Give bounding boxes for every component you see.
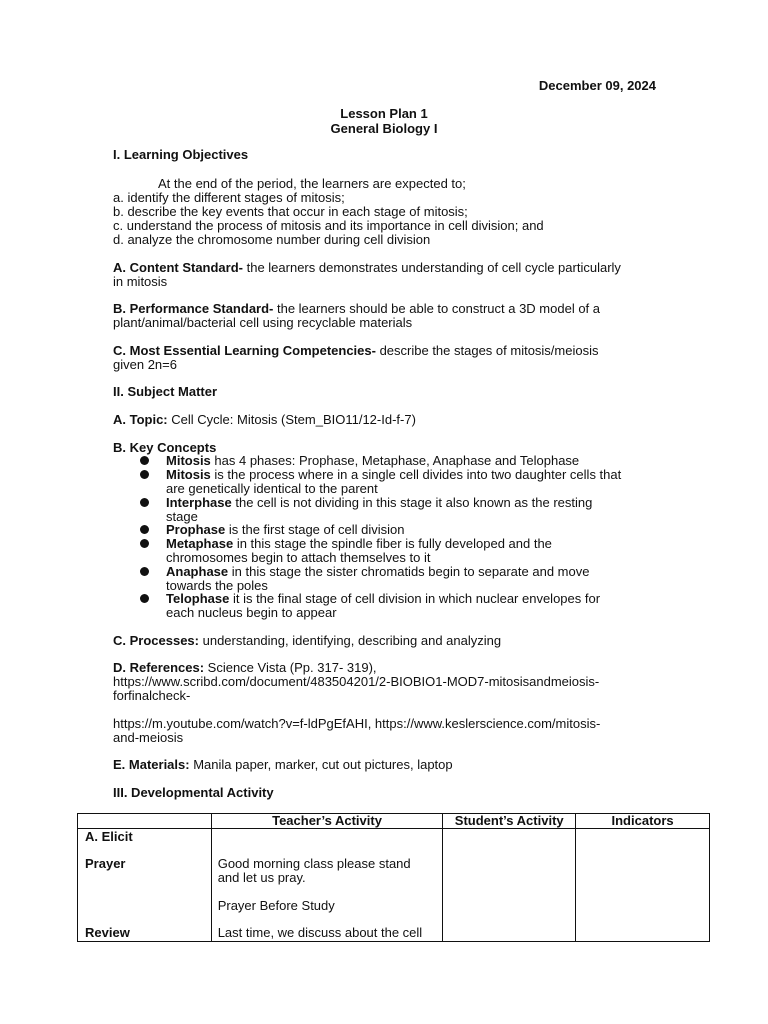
bullet-icon <box>140 456 149 465</box>
concept-item: Interphase the cell is not dividing in this stage it also known as the resting <box>166 495 593 510</box>
bullet-icon <box>140 567 149 576</box>
table-cell-student <box>443 829 576 942</box>
content-standard-text-cont: in mitosis <box>113 274 168 289</box>
bullet-icon <box>140 525 149 534</box>
lesson-title: Lesson Plan 1 <box>340 106 428 121</box>
materials-text: Manila paper, marker, cut out pictures, laptop <box>189 757 453 772</box>
concept-item-cont: stage <box>166 509 198 524</box>
document-date: December 09, 2024 <box>538 78 656 93</box>
review-label: Review <box>85 925 130 940</box>
bullet-icon <box>140 539 149 548</box>
references <box>113 661 377 675</box>
elicit-label: A. Elicit <box>85 829 133 844</box>
references-label: D. References: <box>113 660 205 675</box>
performance-standard-text: the learners should be able to construct a 3D model of a <box>273 301 601 316</box>
activity-table <box>77 813 710 942</box>
bullet-icon <box>140 594 149 603</box>
prayer-label: Prayer <box>85 856 126 871</box>
concept-item: Anaphase in this stage the sister chromatids begin to separate and move <box>166 564 590 579</box>
key-concepts-heading: B. Key Concepts <box>113 440 217 455</box>
performance-standard <box>113 302 600 316</box>
objective-item: b. describe the key events that occur in each stage of mitosis; <box>113 204 468 219</box>
concept-item-cont: are genetically identical to the parent <box>166 481 378 496</box>
competencies-label: C. Most Essential Learning Competencies- <box>113 343 376 358</box>
concept-item: Telophase it is the final stage of cell division in which nuclear envelopes for <box>166 591 601 606</box>
subject-matter-heading: II. Subject Matter <box>113 384 218 399</box>
table-header-cell: Student’s Activity <box>443 814 576 829</box>
topic-label: A. Topic: <box>113 412 168 427</box>
table-header-cell: Teacher’s Activity <box>211 814 443 829</box>
teacher-text: Prayer Before Study <box>217 898 335 913</box>
performance-standard-label: B. Performance Standard- <box>113 301 274 316</box>
content-standard-label: A. Content Standard- <box>113 260 243 275</box>
concept-item-cont: towards the poles <box>166 578 268 593</box>
subject-title: General Biology I <box>330 121 438 136</box>
performance-standard-text-cont: plant/animal/bacterial cell using recyclable materials <box>113 315 413 330</box>
references-text: Science Vista (Pp. 317- 319), <box>204 660 377 675</box>
materials <box>113 758 453 772</box>
table-header-row <box>78 814 710 829</box>
objective-item: a. identify the different stages of mitosis; <box>113 190 345 205</box>
reference-link[interactable]: https://www.scribd.com/document/483504201/2-BIOBIO1-MOD7-mitosisandmeiosis- <box>113 674 600 689</box>
table-header-cell <box>78 814 212 829</box>
competencies <box>113 344 599 358</box>
concept-item-cont: chromosomes begin to attach themselves to it <box>166 550 431 565</box>
content-standard-text: the learners demonstrates understanding of cell cycle particularly <box>243 260 621 275</box>
competencies-text: describe the stages of mitosis/meiosis <box>375 343 599 358</box>
reference-link-cont[interactable]: forfinalcheck- <box>113 688 191 703</box>
table-cell-phase <box>78 829 212 942</box>
reference-link-cont[interactable]: and-meiosis <box>113 730 184 745</box>
content-standard <box>113 261 621 275</box>
table-cell-indicators <box>576 829 710 942</box>
objectives-heading: I. Learning Objectives <box>113 147 249 162</box>
concept-item: Mitosis has 4 phases: Prophase, Metaphase, Anaphase and Telophase <box>166 453 580 468</box>
teacher-text: and let us pray. <box>217 870 306 885</box>
reference-link[interactable]: https://m.youtube.com/watch?v=f-ldPgEfAHI, https://www.keslerscience.com/mitosis- <box>113 716 601 731</box>
objective-item: d. analyze the chromosome number during cell division <box>113 232 431 247</box>
bullet-icon <box>140 470 149 479</box>
developmental-heading: III. Developmental Activity <box>113 785 274 800</box>
processes <box>113 634 501 648</box>
table-row <box>78 829 710 942</box>
processes-text: understanding, identifying, describing and analyzing <box>199 633 502 648</box>
concept-item: Metaphase in this stage the spindle fiber is fully developed and the <box>166 536 552 551</box>
bullet-icon <box>140 498 149 507</box>
concept-item-cont: each nucleus begin to appear <box>166 605 337 620</box>
topic-text: Cell Cycle: Mitosis (Stem_BIO11/12-Id-f-7) <box>167 412 416 427</box>
table-cell-teacher <box>211 829 443 942</box>
competencies-text-cont: given 2n=6 <box>113 357 177 372</box>
topic <box>113 413 416 427</box>
objectives-intro: At the end of the period, the learners are expected to; <box>158 176 466 191</box>
objective-item: c. understand the process of mitosis and its importance in cell division; and <box>113 218 544 233</box>
concept-item: Prophase is the first stage of cell division <box>166 522 405 537</box>
table-header-cell: Indicators <box>576 814 710 829</box>
teacher-text: Last time, we discuss about the cell <box>217 925 423 940</box>
materials-label: E. Materials: <box>113 757 190 772</box>
processes-label: C. Processes: <box>113 633 199 648</box>
concept-item: Mitosis is the process where in a single cell divides into two daughter cells that <box>166 467 622 482</box>
teacher-text: Good morning class please stand <box>217 856 411 871</box>
